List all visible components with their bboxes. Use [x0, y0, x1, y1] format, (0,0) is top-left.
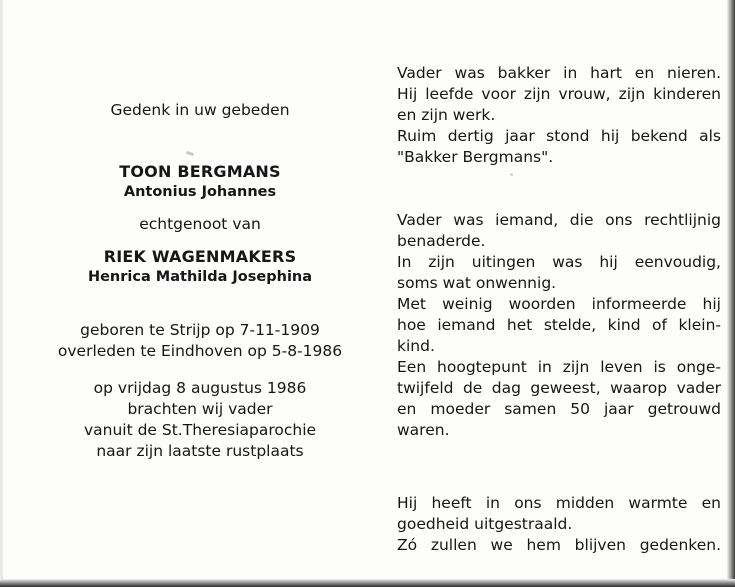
- paragraph-1: [397, 63, 721, 168]
- text-line: en moeder samen 50 jaar getrouwd: [397, 400, 721, 418]
- text-line: Zó zullen we hem blijven gedenken.: [397, 536, 721, 554]
- text-line: Vader was iemand, die ons rechtlijnig: [397, 211, 721, 229]
- deceased-name: TOON BERGMANS: [119, 162, 281, 181]
- text-line: Hij leefde voor zijn vrouw, zijn kinderen: [397, 85, 721, 103]
- text-line: twijfeld de dag geweest, waarop vader: [397, 379, 721, 397]
- card-right-edge-shadow: [727, 0, 735, 587]
- paragraph-2: [397, 210, 721, 441]
- text-line: kind.: [397, 337, 435, 355]
- card-left-edge: [0, 0, 3, 587]
- text-line: benaderde.: [397, 232, 486, 250]
- left-column: [48, 100, 352, 462]
- funeral-line: op vrijdag 8 augustus 1986: [93, 379, 307, 397]
- deceased-full-name: Antonius Johannes: [123, 184, 277, 200]
- funeral-line: naar zijn laatste rustplaats: [96, 442, 304, 460]
- funeral-line: vanuit de St.Theresiaparochie: [83, 421, 317, 439]
- text-line: "Bakker Bergmans".: [397, 148, 554, 166]
- death-line: overleden te Eindhoven op 5-8-1986: [57, 342, 343, 360]
- text-line: goedheid uitgestraald.: [397, 515, 573, 533]
- text-line: waren.: [397, 421, 450, 439]
- text-line: hoe iemand het stelde, kind of klein-: [397, 316, 721, 334]
- paragraph-3: [397, 493, 721, 556]
- text-line: Met weinig woorden informeerde hij: [397, 295, 721, 313]
- text-line: en zijn werk.: [397, 106, 496, 124]
- text-line: Ruim dertig jaar stond hij bekend als: [397, 127, 721, 145]
- text-line: In zijn uitingen was hij eenvoudig,: [397, 253, 721, 271]
- spouse-full-name: Henrica Mathilda Josephina: [87, 269, 313, 285]
- text-line: Een hoogtepunt in zijn leven is onge-: [397, 358, 721, 376]
- spouse-intro: echtgenoot van: [139, 215, 261, 233]
- right-column: [397, 63, 721, 556]
- pray-line: Gedenk in uw gebeden: [110, 101, 290, 119]
- spouse-name: RIEK WAGENMAKERS: [103, 247, 297, 266]
- card-bottom-edge-shadow: [0, 579, 735, 587]
- text-line: Vader was bakker in hart en nieren.: [397, 64, 721, 82]
- funeral-line: brachten wij vader: [127, 400, 273, 418]
- text-line: soms wat onwennig.: [397, 274, 557, 292]
- text-line: Hij heeft in ons midden warmte en: [397, 494, 721, 512]
- birth-line: geboren te Strijp op 7-11-1909: [80, 321, 320, 339]
